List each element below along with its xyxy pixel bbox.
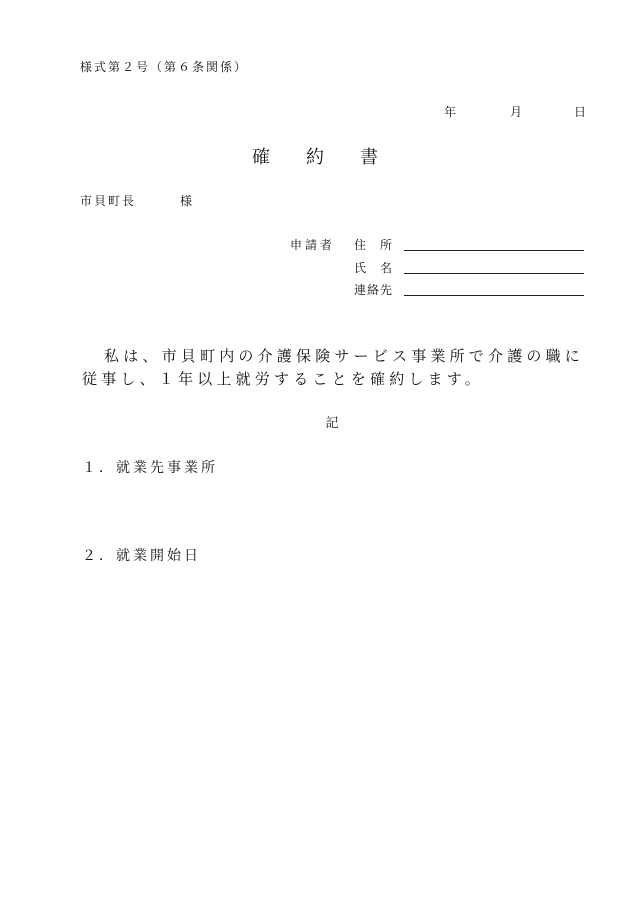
addressee: [80, 192, 194, 209]
month-label: 月: [510, 105, 523, 119]
pledge-statement: 私は、市貝町内の介護保険サービス事業所で介護の職に従事し、１年以上就労することを確約します。: [82, 347, 585, 388]
contact-label: 連絡先: [354, 283, 394, 297]
name-label: 氏 名: [354, 261, 394, 275]
name-field[interactable]: [354, 259, 584, 277]
item-label: 就業先事業所: [116, 460, 218, 476]
item-workplace: [82, 457, 218, 477]
item-number: ２．: [82, 548, 116, 564]
address-field[interactable]: [354, 236, 584, 254]
addressee-honorific: 様: [180, 194, 195, 208]
year-label: 年: [444, 105, 457, 119]
item-label: 就業開始日: [116, 548, 201, 564]
ki-heading: 記: [325, 416, 339, 431]
name-underline: [404, 273, 584, 274]
item-number: １．: [82, 460, 116, 476]
day-label: 日: [574, 105, 587, 119]
contact-field[interactable]: [354, 281, 584, 299]
date-row: [438, 103, 586, 119]
address-label: 住 所: [354, 238, 394, 252]
contact-underline: [404, 295, 584, 296]
item-start-date: [82, 545, 201, 565]
addressee-name: 市貝町長: [80, 194, 137, 208]
document-title: 確約書: [252, 147, 414, 168]
form-number: 様式第２号（第６条関係）: [80, 60, 249, 74]
address-underline: [404, 250, 584, 251]
applicant-label: 申請者: [290, 238, 336, 252]
